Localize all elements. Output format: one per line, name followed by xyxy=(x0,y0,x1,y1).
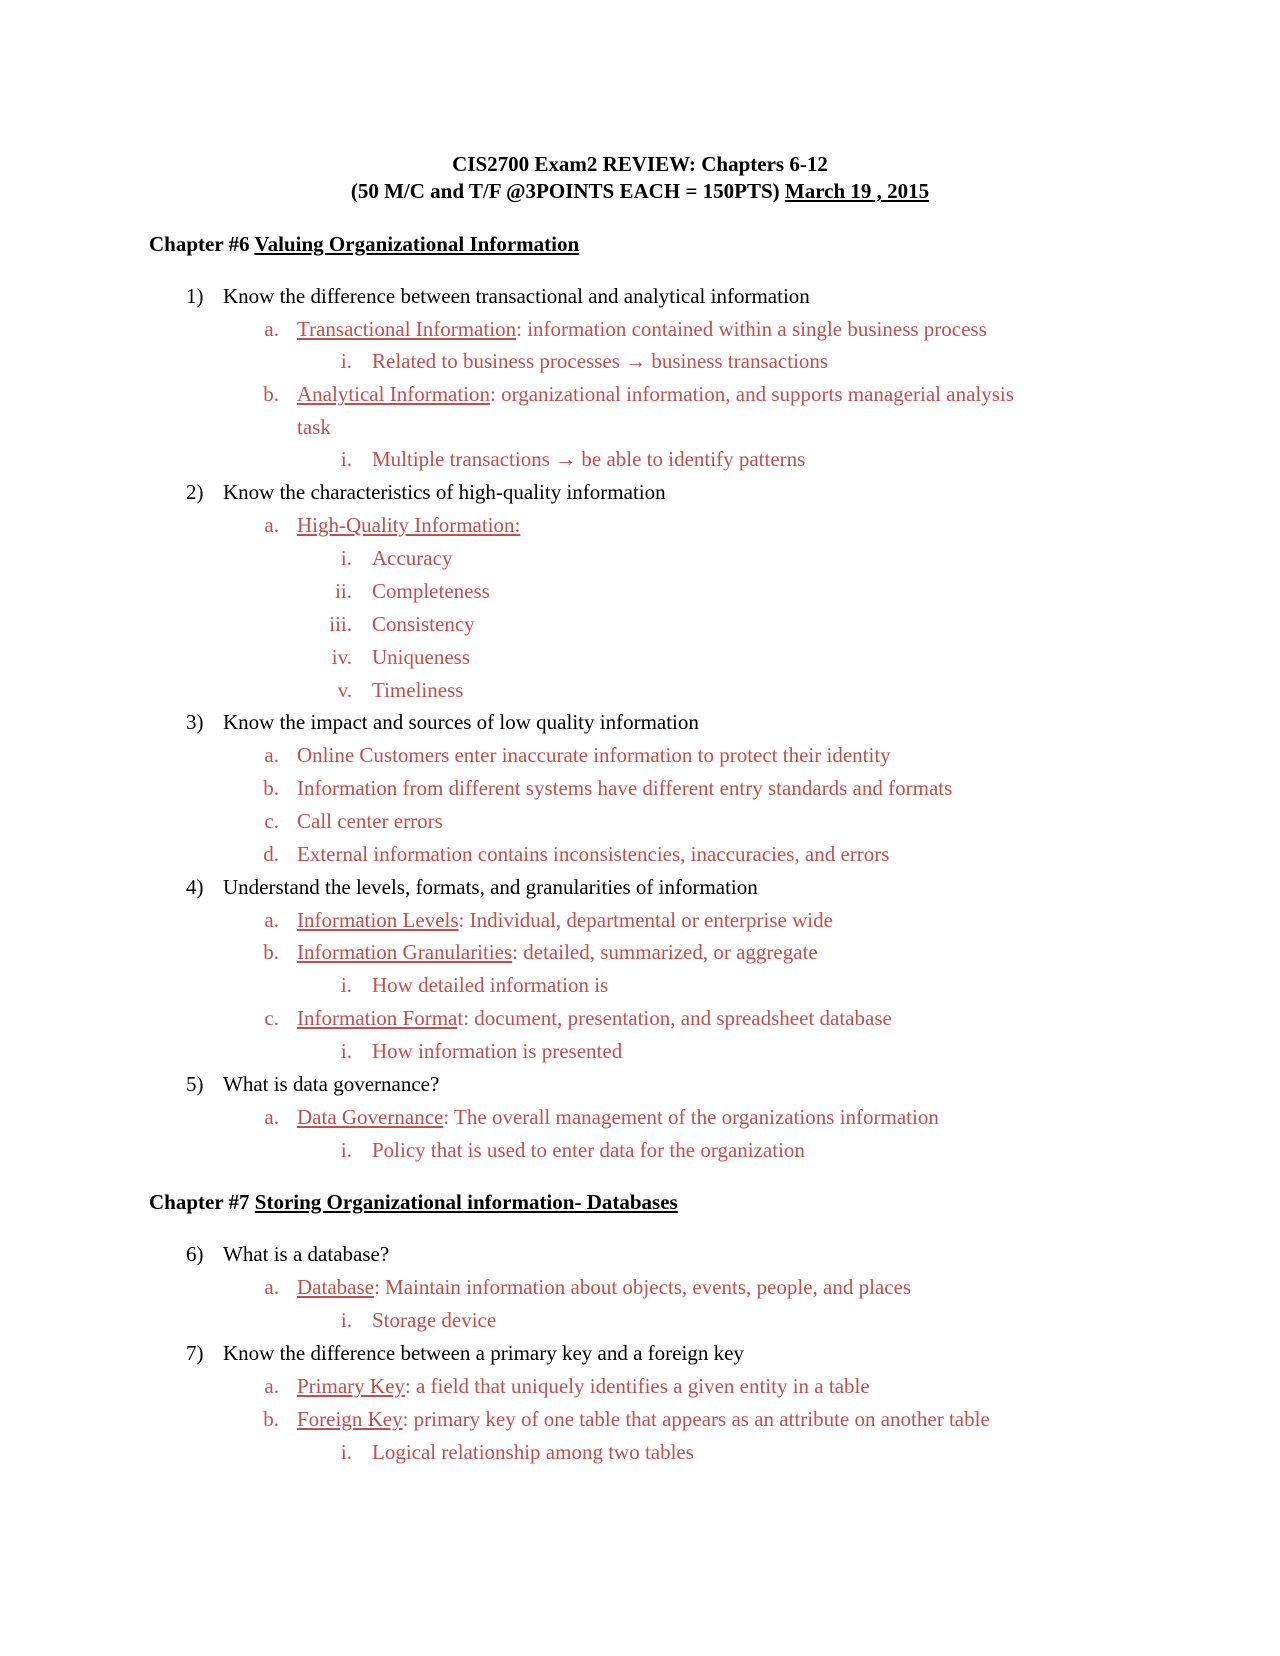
title-text: CIS2700 Exam2 REVIEW: Chapters 6-12 xyxy=(452,152,828,176)
document-title xyxy=(0,151,1280,178)
term: Information Granularities xyxy=(297,940,513,964)
term: Transactional Information xyxy=(297,317,517,341)
chapter-7-title: Storing Organizational information- Databases xyxy=(254,1190,678,1214)
chapter-6-title: Valuing Organizational Information xyxy=(254,232,580,256)
term: Information Levels xyxy=(297,908,459,932)
chapter-6-prefix: Chapter #6 xyxy=(149,232,255,256)
subtitle-text: (50 M/C and T/F @3POINTS EACH = 150PTS) xyxy=(350,179,785,203)
term: Analytical Information xyxy=(297,382,491,406)
term: Information Forma xyxy=(297,1006,458,1030)
document-subtitle xyxy=(0,178,1280,205)
term: Foreign Key xyxy=(297,1407,403,1431)
document-page: CIS2700 Exam2 REVIEW: Chapters 6-12 (50 M/C and T/F @3POINTS EACH = 150PTS) March 19 , 2015 Chapter #6 Valuing Organizational Information 1) Know the difference between transactional and analytical information a. Transactional Information: information contained within a single business process i. Related to business processes → business transactions b. Analytical Information: organizational information, and supports managerial analysis task i. Multiple transactions → be able to identify patterns 2) Know the characteristics of high-quality information a. High-Quality Information: i. Accuracy ii. Completeness iii. Consistency iv. Uniqueness v. Timeliness 3) Know the impact and sources of low quality information a. Online Customers enter inaccurate information to protect their identity b. Information from different systems have different entry standards and formats c. Call center errors d. External information contains inconsistencies, inaccuracies, and errors 4) Understand the levels, formats, and granularities of information a. Information Levels: Individual, departmental or enterprise wide b. Information Granularities: detailed, summarized, or aggregate i. How detailed information is c. Information Format: document, presentation, and spreadsheet database i. How information is presented 5) What is data governance? a. Data Governance: The overall management of the organizations information i. Policy that is used to enter data for the organization Chapter #7 Storing Organizational information- Databases 6) What is a database? a. Database: Maintain information about objects, events, people, and places i. Storage device 7) Know the difference between a primary key and a foreign key a. Primary Key: a field that uniquely identifies a given entity in a table b. Foreign Key: primary key of one table that appears as an attribute on another table i. Logical relationship among two tables xyxy=(0,0,1280,1656)
term: Data Governance xyxy=(297,1105,444,1129)
chapter-7-heading xyxy=(149,1189,678,1216)
term: Primary Key xyxy=(297,1374,405,1398)
chapter-7-prefix: Chapter #7 xyxy=(149,1190,255,1214)
term: Database xyxy=(297,1275,374,1299)
term: High-Quality Information: xyxy=(297,513,521,537)
chapter-6-heading xyxy=(149,231,579,258)
exam-date: March 19 , 2015 xyxy=(784,179,930,203)
